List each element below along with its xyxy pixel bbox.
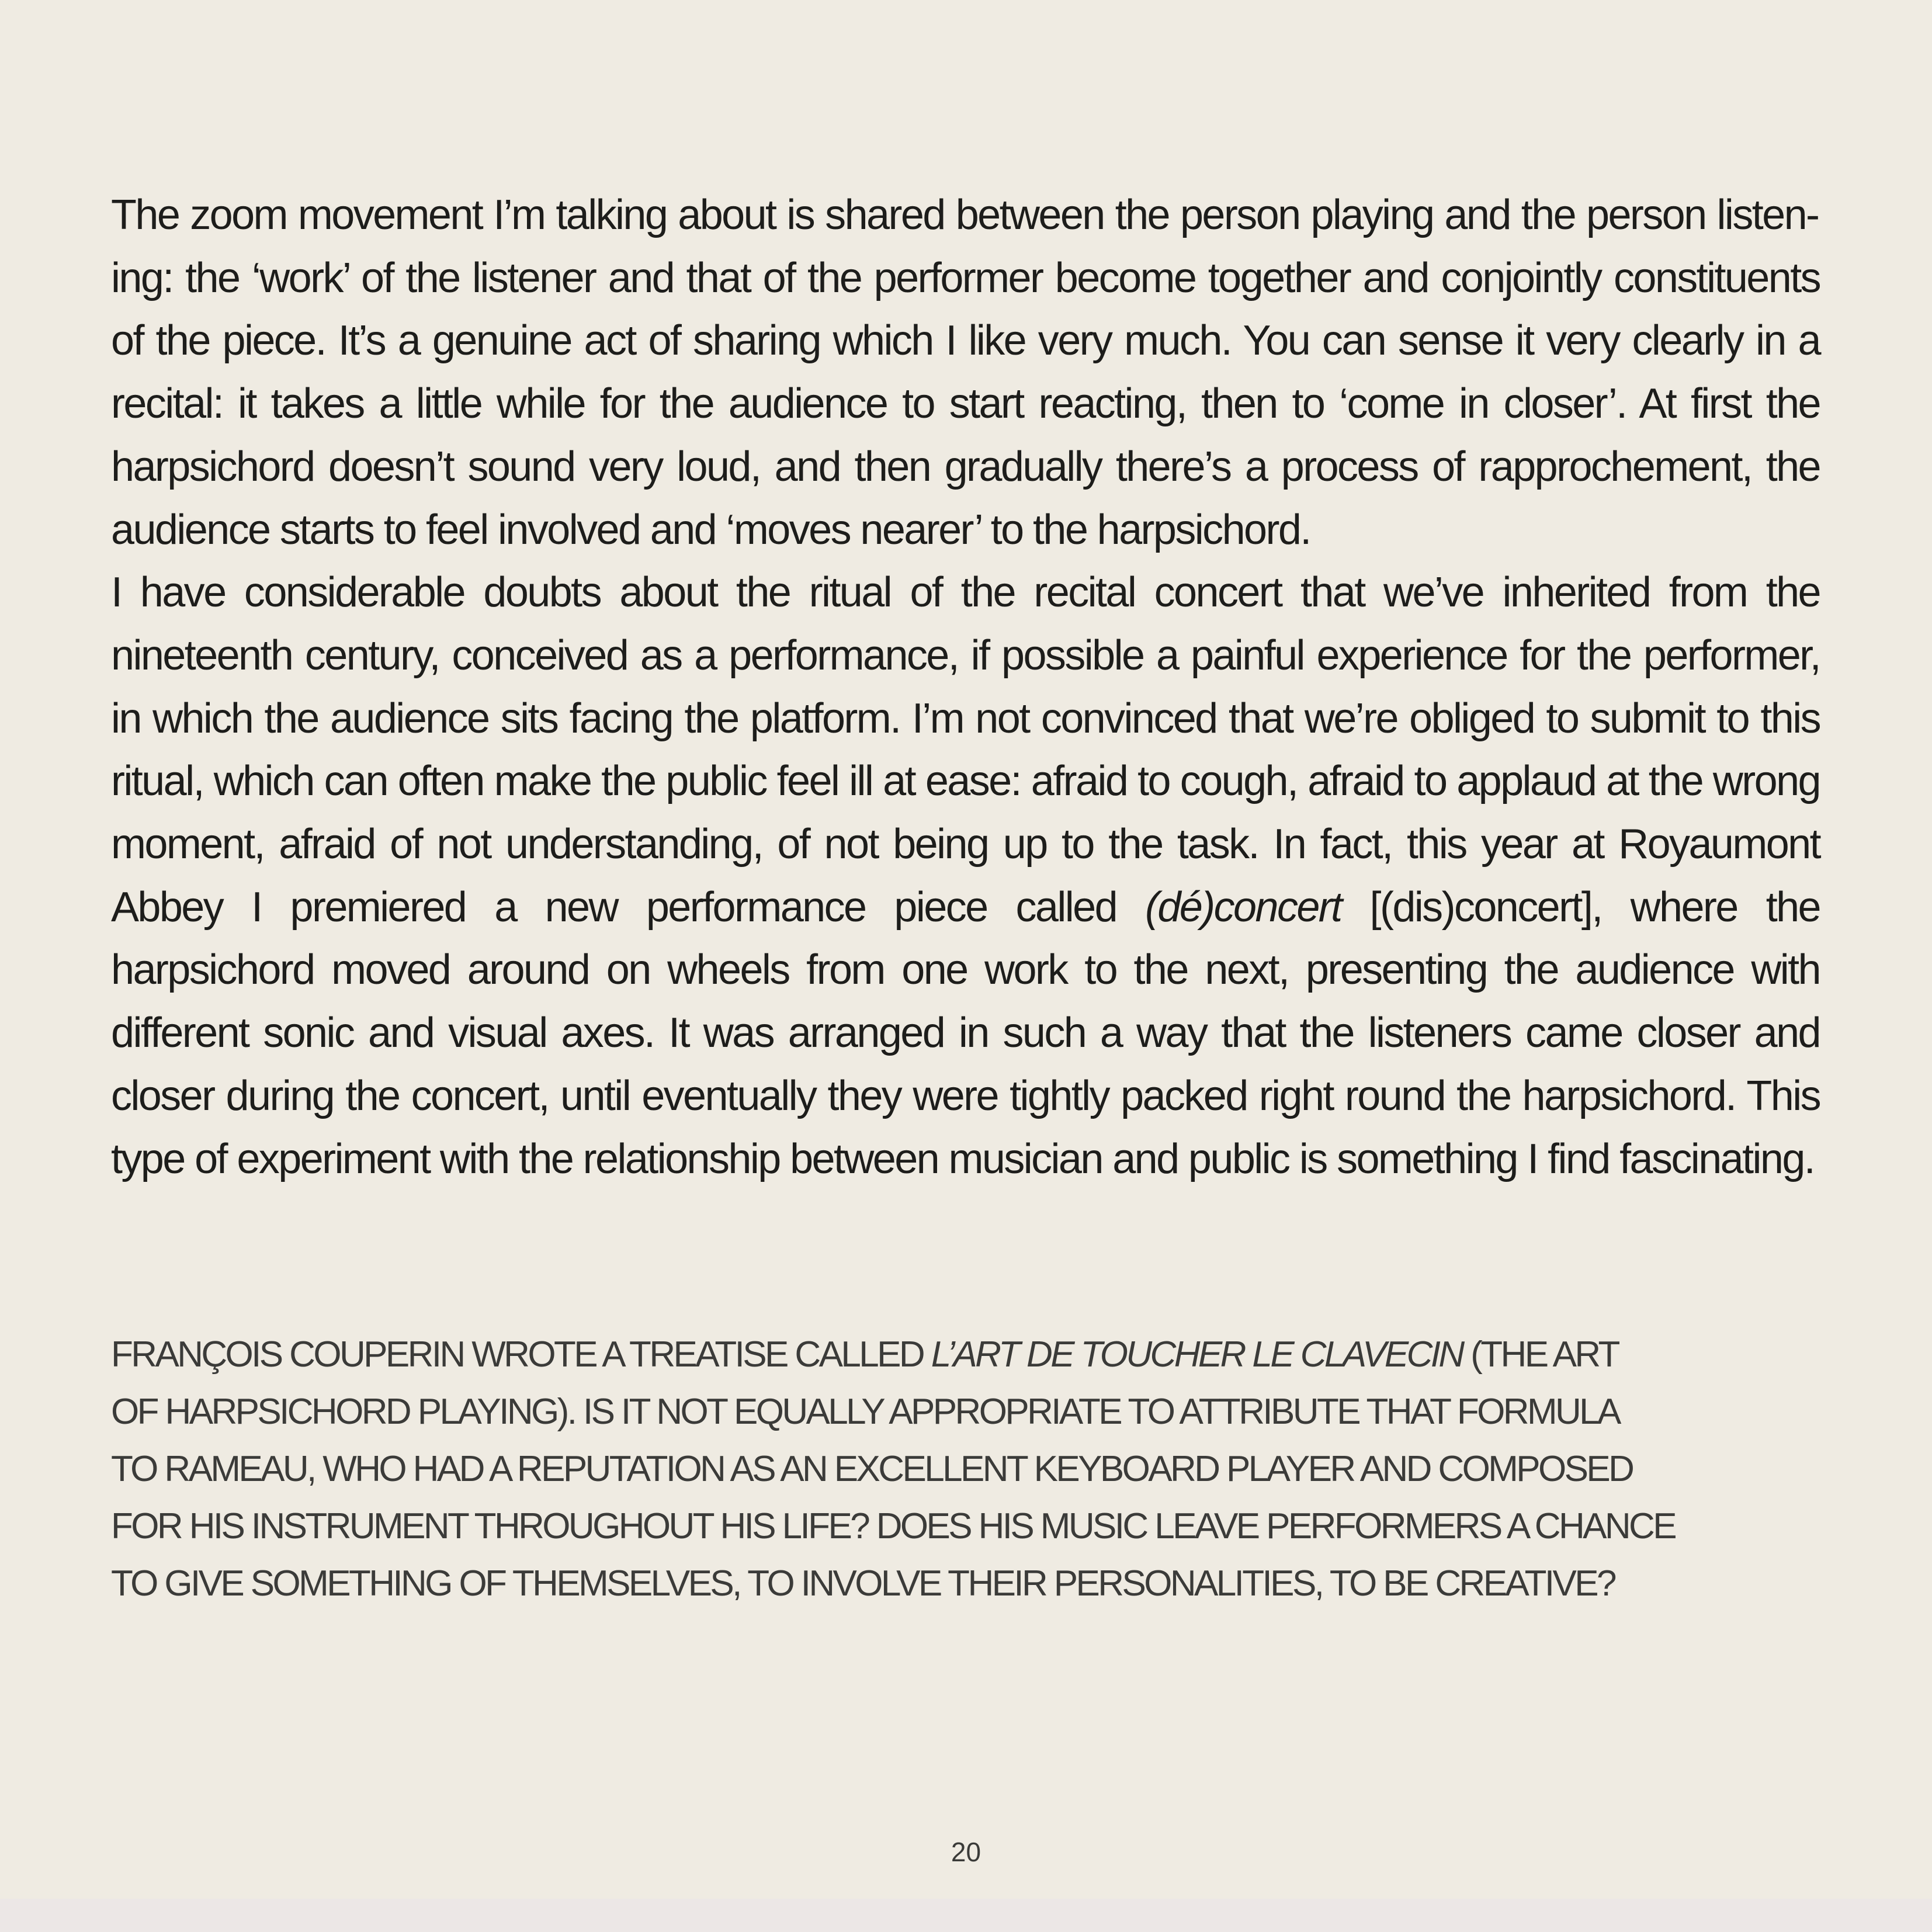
paragraph-1: The zoom movement I’m talking about is shared between the person playing and the person listening: the ‘work’ of the listener and that of the performer become together and conjointly constituents of the piece. It’s a genuine act of sharing which I like very much. You can sense it very clearly in a recital: it takes a little while for the audience to start reacting, then to ‘come in closer’. At first the harpsichord doesn’t sound very loud, and then gradually there’s a process of rapprochement, the audience starts to feel involved and ‘moves nearer’ to the harpsichord. [111, 192, 1820, 553]
bottom-strip [0, 1899, 1932, 1932]
question-line-5: TO GIVE SOMETHING OF THEMSELVES, TO INVOLVE THEIR PERSONALITIES, TO BE CREATIVE? [111, 1563, 1615, 1604]
question-line-4: FOR HIS INSTRUMENT THROUGHOUT HIS LIFE? DOES HIS MUSIC LEAVE PERFORMERS A CHANCE [111, 1506, 1675, 1546]
question-line-2: OF HARPSICHORD PLAYING). IS IT NOT EQUALLY APPROPRIATE TO ATTRIBUTE THAT FORMULA [111, 1392, 1619, 1432]
body-text [111, 184, 1820, 1191]
paragraph-2-text-end: [(dis)concert], where the harpsichord moved around on wheels from one work to the next, presenting the audience with different sonic and visual axes. It was arranged in such a way that the listeners came closer and closer during the concert, until eventually they were tightly packed right round the harpsichord. This type of experiment with the relationship between musician and public is something I find fascinating. [111, 883, 1820, 1182]
paragraph-2 [111, 561, 1820, 1191]
question-line-3: TO RAMEAU, WHO HAD A REPUTATION AS AN EXCELLENT KEYBOARD PLAYER AND COMPOSED [111, 1449, 1633, 1489]
interview-question [111, 1326, 1805, 1612]
paragraph-2-italic-title: (dé)concert [1145, 883, 1341, 931]
question-line-1-end: (THE ART [1462, 1334, 1618, 1375]
question-line-1 [111, 1326, 1805, 1383]
question-italic-title: L’ART DE TOUCHER LE CLAVECIN [931, 1334, 1463, 1375]
page-number: 20 [951, 1837, 981, 1867]
question-line-1-start: FRANÇOIS COUPERIN WROTE A TREATISE CALLED [111, 1334, 931, 1375]
paragraph-2-text-start: I have considerable doubts about the ritual of the recital concert that we’ve inherited from the nineteenth century, conceived as a performance, if possible a painful experience for the performer, in which the audience sits facing the platform. I’m not convinced that we’re obliged to submit to this ritual, which can often make the public feel ill at ease: afraid to cough, afraid to applaud at the wrong moment, afraid of not understanding, of not being up to the task. In fact, this year at Royaumont Abbey I premiered a new performance piece called [111, 569, 1820, 931]
